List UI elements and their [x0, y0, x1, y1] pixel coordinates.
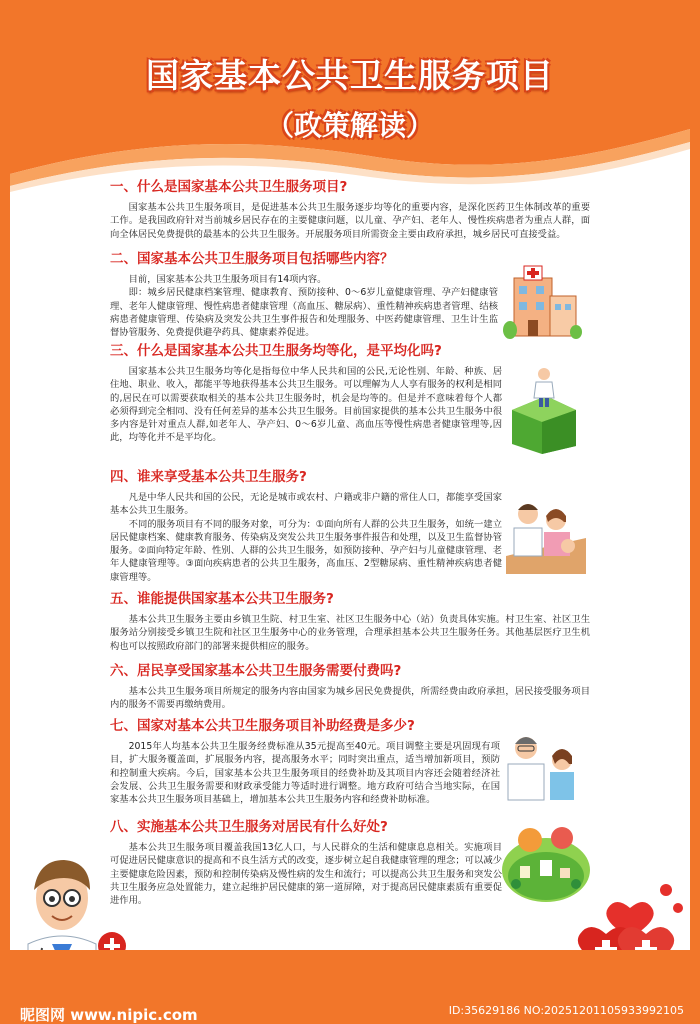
section-question: 四、谁来享受基本公共卫生服务?	[110, 469, 307, 485]
section-question: 二、国家基本公共卫生服务项目包括哪些内容？	[110, 251, 394, 267]
doctor-child-icon	[506, 498, 586, 574]
section-7	[110, 717, 500, 806]
section-2	[110, 250, 498, 339]
section-paragraph: 国家基本公共卫生服务均等化是指每位中华人民共和国的公民,无论性别、年龄、种族、居住地、职业、收入，都能平等地获得基本公共卫生服务。可以理解为人人享有服务的权利是相同的,居民在可以需要获取相关的基本公共卫生服务时，机会是均等的。但是并不意味着每个人都必须得到完全相同、没有任何差异的基本公共卫生服务。目前国家提供的基本公共卫生服务中很多内容是针对重点人群,如老年人、孕产妇、0～6岁儿童、高血压等慢性病患者健康管理等,因此，均等化并不是平均化。	[110, 366, 502, 444]
section-body	[110, 201, 590, 241]
section-body	[110, 685, 590, 712]
section-paragraph: 凡是中华人民共和国的公民，无论是城市或农村、户籍或非户籍的常住人口，都能享受国家基本公共卫生服务。	[110, 492, 502, 517]
section-body	[110, 740, 500, 806]
section-paragraph: 基本公共卫生服务主要由乡镇卫生院、村卫生室、社区卫生服务中心（站）负责具体实施。村卫生室、社区卫生服务站分别接受乡镇卫生院和社区卫生服务中心的业务管理，合理承担基本公共卫生服务任务。其他基层医疗卫生机构也可以按照政府部门的部署来提供相应的服务。	[110, 614, 590, 652]
section-question: 五、谁能提供国家基本公共卫生服务?	[110, 591, 334, 607]
section-paragraph: 基本公共卫生服务项目覆盖我国13亿人口，与人民群众的生活和健康息息相关。实施项目可促进居民健康意识的提高和不良生活方式的改变，逐步树立起自我健康管理的理念；可以减少主要健康危险因素，预防和控制传染病及慢性病的发生和流行；可以提高公共卫生服务和突发公共卫生服务应急处置能力，建立起维护居民健康的第一道屏障，对于提高居民健康素质有重要促进作用。	[110, 842, 502, 907]
poster-title: 国家基本公共卫生服务项目	[146, 56, 554, 95]
watermark-id: ID:35629186 NO:20251201105933992105	[448, 1004, 684, 1017]
section-body	[110, 273, 498, 339]
section-5	[110, 590, 590, 653]
section-6	[110, 662, 590, 712]
doctor-on-podium-icon	[506, 360, 580, 454]
section-8	[110, 818, 502, 907]
section-body	[110, 613, 590, 653]
section-1	[110, 178, 590, 241]
section-3	[110, 342, 502, 445]
section-question: 七、国家对基本公共卫生服务项目补助经费是多少?	[110, 718, 415, 734]
section-body	[110, 491, 502, 584]
watermark-site: 昵图网 www.nipic.com	[20, 1006, 198, 1024]
section-paragraph: 基本公共卫生服务项目所规定的服务内容由国家为城乡居民免费提供，所需经费由政府承担，居民接受服务项目内的服务不需要再缴纳费用。	[110, 686, 590, 711]
section-body	[110, 365, 502, 445]
section-paragraph: 目前，国家基本公共卫生服务项目有14项内容。	[128, 274, 327, 285]
section-question: 六、居民享受国家基本公共卫生服务需要付费吗?	[110, 663, 402, 679]
section-question: 八、实施基本公共卫生服务对居民有什么好处?	[110, 819, 388, 835]
section-paragraph: 即：城乡居民健康档案管理、健康教育、预防接种、0～6岁儿童健康管理、孕产妇健康管理、老年人健康管理、慢性病患者健康管理（高血压、糖尿病）、重性精神疾病患者管理、结核病患者健康管理、传染病及突发公共卫生事件报告和处理服务、中医药健康管理、卫生计生监督协管服务、免费提供避孕药具、健康素养促进。	[110, 287, 498, 339]
section-paragraph: 国家基本公共卫生服务项目，是促进基本公共卫生服务逐步均等化的重要内容，是深化医药卫生体制改革的重要工作。是我国政府针对当前城乡居民存在的主要健康问题，以儿童、孕产妇、老年人、慢性疾病患者为重点人群，面向全体居民免费提供的最基本的公共卫生服务。开展服务项目所需资金主要由政府承担，城乡居民可直接受益。	[110, 202, 590, 240]
section-paragraph: 不同的服务项目有不同的服务对象，可分为：①面向所有人群的公共卫生服务，如统一建立居民健康档案、健康教育服务、传染病及突发公共卫生服务事件报告和处理，以及卫生监督协管服务。②面向特定年龄、性别、人群的公共卫生服务，如预防接种、孕产妇与儿童健康管理、老年人健康管理等。③面向疾病患者的公共卫生服务，高血压、2型糖尿病、重性精神疾病患者健康管理等。	[110, 518, 502, 583]
poster-panel	[10, 24, 690, 996]
doctor-patient-icon	[502, 730, 584, 806]
section-4	[110, 468, 502, 584]
section-paragraph: 2015年人均基本公共卫生服务经费标准从35元提高至40元。项目调整主要是巩固现有项目，扩大服务覆盖面，扩展服务内容，提高服务水平；同时突出重点，适当增加新项目，预防和控制重大疾病。今后，国家基本公共卫生服务项目的经费补助及其项目内容还会随着经济社会发展、公共卫生服务需要和财政承受能力等适时进行调整。地方政府可结合当地实际，在国家基本公共卫生服务项目基础上，增加基本公共卫生服务内容和经费补助标准。	[110, 741, 500, 806]
section-question: 三、什么是国家基本公共卫生服务均等化，是平均化吗?	[110, 343, 442, 359]
section-body	[110, 841, 502, 907]
hospital-building-icon	[502, 264, 582, 344]
poster-subtitle: （政策解读）	[265, 109, 434, 142]
section-question: 一、什么是国家基本公共卫生服务项目?	[110, 179, 348, 195]
